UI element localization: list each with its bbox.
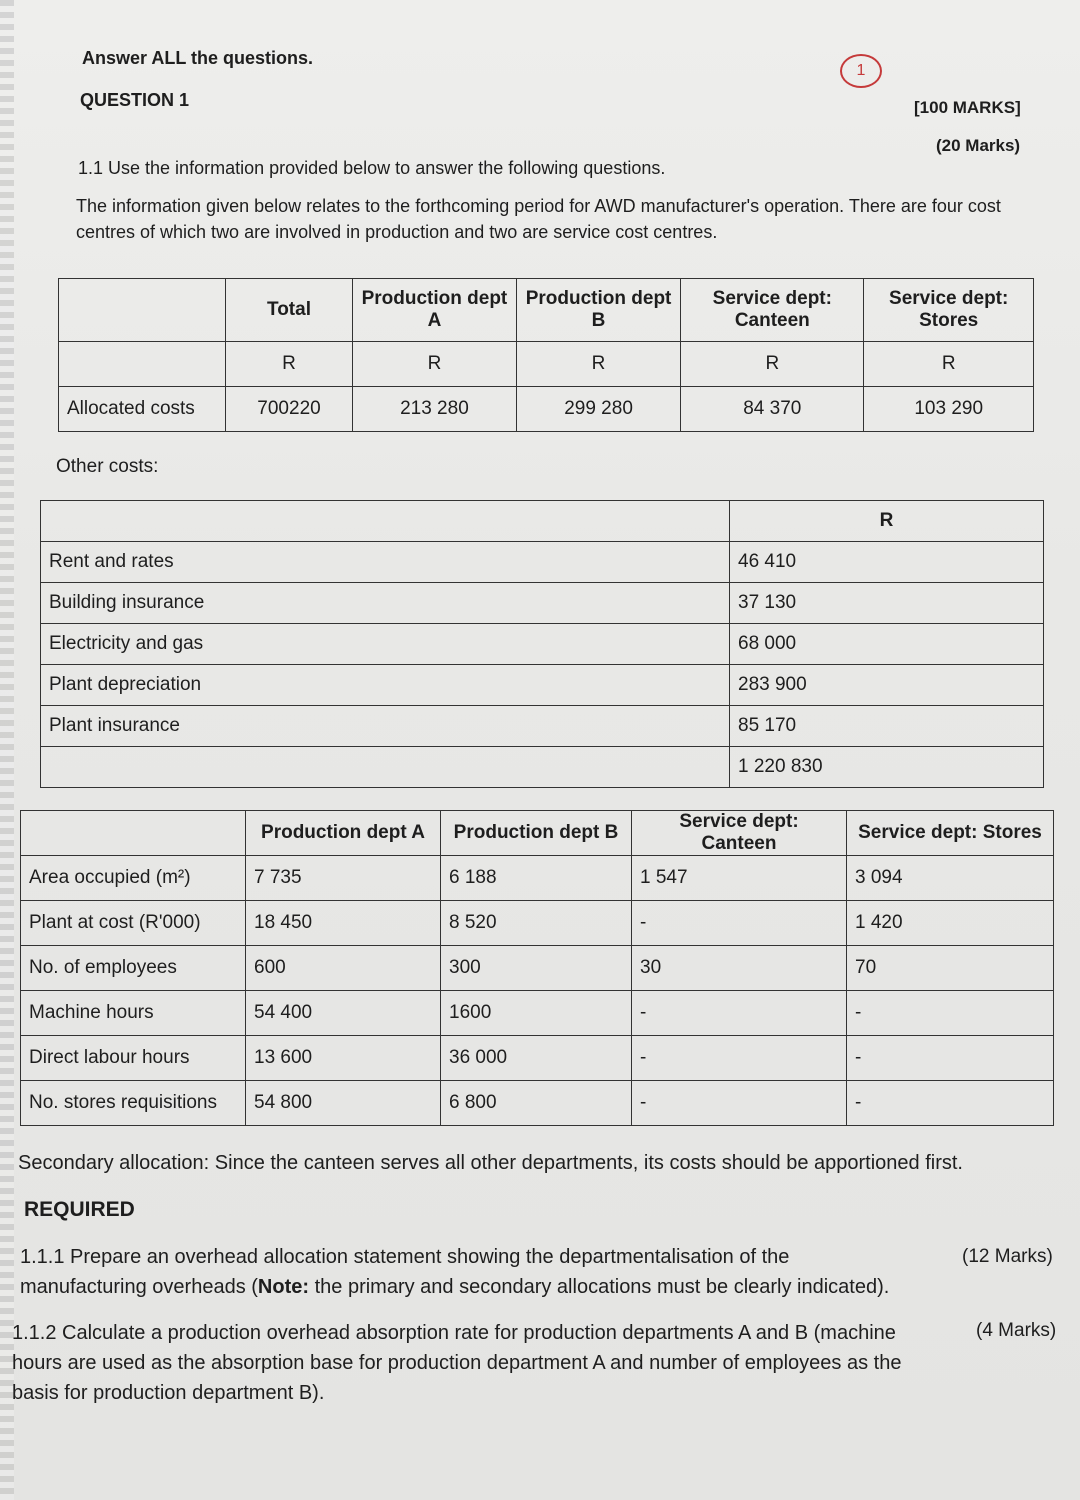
value-cell: 299 280 [516, 387, 680, 432]
currency-row [59, 342, 1034, 387]
cost-value: 46 410 [730, 542, 1044, 583]
header-cell: Production dept B [441, 811, 632, 856]
header-cell: Service dept: Stores [847, 811, 1054, 856]
table-row [21, 856, 1054, 901]
currency-cell: R [226, 342, 353, 387]
table-row [41, 665, 1044, 706]
cost-name: Plant depreciation [41, 665, 730, 706]
value-cell: 18 450 [246, 901, 441, 946]
binder-edge [0, 0, 14, 1500]
q111-note: Note: [257, 1276, 310, 1298]
cost-name: Electricity and gas [41, 624, 730, 665]
table-row [21, 1081, 1054, 1126]
blank-cell [41, 501, 730, 542]
q111-marks: (12 Marks) [962, 1246, 1053, 1267]
row-label: Plant at cost (R'000) [21, 901, 246, 946]
row-label: Direct labour hours [21, 1036, 246, 1081]
value-cell: 54 400 [246, 991, 441, 1036]
header-cell [21, 811, 246, 856]
intro-line-1: 1.1 Use the information provided below to answer the following questions. [78, 158, 666, 178]
value-cell: - [632, 1036, 847, 1081]
cost-value: 85 170 [730, 706, 1044, 747]
other-costs-table [40, 500, 1044, 788]
value-cell: 600 [246, 946, 441, 991]
value-cell: 1 420 [847, 901, 1054, 946]
header-cell: Service dept: Canteen [632, 811, 847, 856]
table-row [41, 542, 1044, 583]
table-row [41, 624, 1044, 665]
q111-text-b: the primary and secondary allocations must be clearly indicated). [309, 1276, 890, 1298]
table-row [41, 706, 1044, 747]
cost-value: 68 000 [730, 624, 1044, 665]
cost-name: Plant insurance [41, 706, 730, 747]
value-cell: 30 [632, 946, 847, 991]
page-number-circle: 1 [840, 54, 882, 88]
value-cell: 300 [441, 946, 632, 991]
currency-cell: R [516, 342, 680, 387]
question-heading: QUESTION 1 [80, 90, 190, 110]
table-header-row [21, 811, 1054, 856]
table-row [21, 946, 1054, 991]
total-row [41, 747, 1044, 788]
row-label: Area occupied (m²) [21, 856, 246, 901]
table-row [21, 991, 1054, 1036]
currency-header: R [730, 501, 1044, 542]
question-1-1-2: 1.1.2 Calculate a production overhead absorption rate for production departments A and B (machine hours are used as the absorption base for production department A and number of employees as the basis for production department B). [12, 1322, 902, 1404]
value-cell: 3 094 [847, 856, 1054, 901]
intro-line-3: centres of which two are involved in production and two are service cost centres. [76, 222, 718, 242]
value-cell: - [847, 1081, 1054, 1126]
cost-value: 37 130 [730, 583, 1044, 624]
total-value: 1 220 830 [730, 747, 1044, 788]
row-label: No. of employees [21, 946, 246, 991]
q112-marks: (4 Marks) [976, 1320, 1057, 1341]
header-cell: Production dept A [246, 811, 441, 856]
other-costs-label: Other costs: [56, 456, 159, 477]
row-label: No. stores requisitions [21, 1081, 246, 1126]
instruction-heading: Answer ALL the questions. [82, 48, 314, 68]
value-cell: 103 290 [864, 387, 1034, 432]
value-cell: 54 800 [246, 1081, 441, 1126]
value-cell: - [632, 1081, 847, 1126]
apportionment-bases-table [20, 810, 1054, 1126]
q111-text-a: 1.1.1 Prepare an overhead allocation statement showing the departmentalisation of the manufacturing overheads ( [20, 1246, 790, 1298]
row-label: Machine hours [21, 991, 246, 1036]
value-cell: 213 280 [353, 387, 517, 432]
table-row [21, 1036, 1054, 1081]
header-cell: Service dept: Stores [864, 279, 1034, 342]
value-cell: 13 600 [246, 1036, 441, 1081]
table-row [41, 583, 1044, 624]
allocated-costs-table [58, 278, 1034, 432]
value-cell: 84 370 [681, 387, 864, 432]
value-cell: 6 188 [441, 856, 632, 901]
header-cell: Production dept A [353, 279, 517, 342]
value-cell: 36 000 [441, 1036, 632, 1081]
section-marks: (20 Marks) [936, 136, 1021, 155]
total-marks: [100 MARKS] [914, 98, 1021, 117]
value-cell: 1 547 [632, 856, 847, 901]
currency-cell: R [353, 342, 517, 387]
table-header-row [59, 279, 1034, 342]
value-cell: 70 [847, 946, 1054, 991]
value-cell: - [847, 1036, 1054, 1081]
cost-name: Rent and rates [41, 542, 730, 583]
header-cell: Total [226, 279, 353, 342]
header-cell: Service dept: Canteen [681, 279, 864, 342]
blank-cell [41, 747, 730, 788]
secondary-allocation-note: Secondary allocation: Since the canteen serves all other departments, its costs should be apportioned first. [18, 1152, 963, 1174]
table-row [21, 901, 1054, 946]
value-cell: 700220 [226, 387, 353, 432]
row-label: Allocated costs [59, 387, 226, 432]
table-header-row [41, 501, 1044, 542]
currency-cell [59, 342, 226, 387]
value-cell: 8 520 [441, 901, 632, 946]
table-row [59, 387, 1034, 432]
question-1-1-1 [20, 1242, 900, 1302]
currency-cell: R [864, 342, 1034, 387]
value-cell: 7 735 [246, 856, 441, 901]
intro-line-2: The information given below relates to the forthcoming period for AWD manufacturer's operation. There are four cost [76, 196, 1001, 216]
value-cell: - [632, 901, 847, 946]
header-cell [59, 279, 226, 342]
cost-name: Building insurance [41, 583, 730, 624]
value-cell: 6 800 [441, 1081, 632, 1126]
value-cell: - [632, 991, 847, 1036]
value-cell: - [847, 991, 1054, 1036]
cost-value: 283 900 [730, 665, 1044, 706]
required-heading: REQUIRED [24, 1198, 135, 1221]
currency-cell: R [681, 342, 864, 387]
header-cell: Production dept B [516, 279, 680, 342]
value-cell: 1600 [441, 991, 632, 1036]
